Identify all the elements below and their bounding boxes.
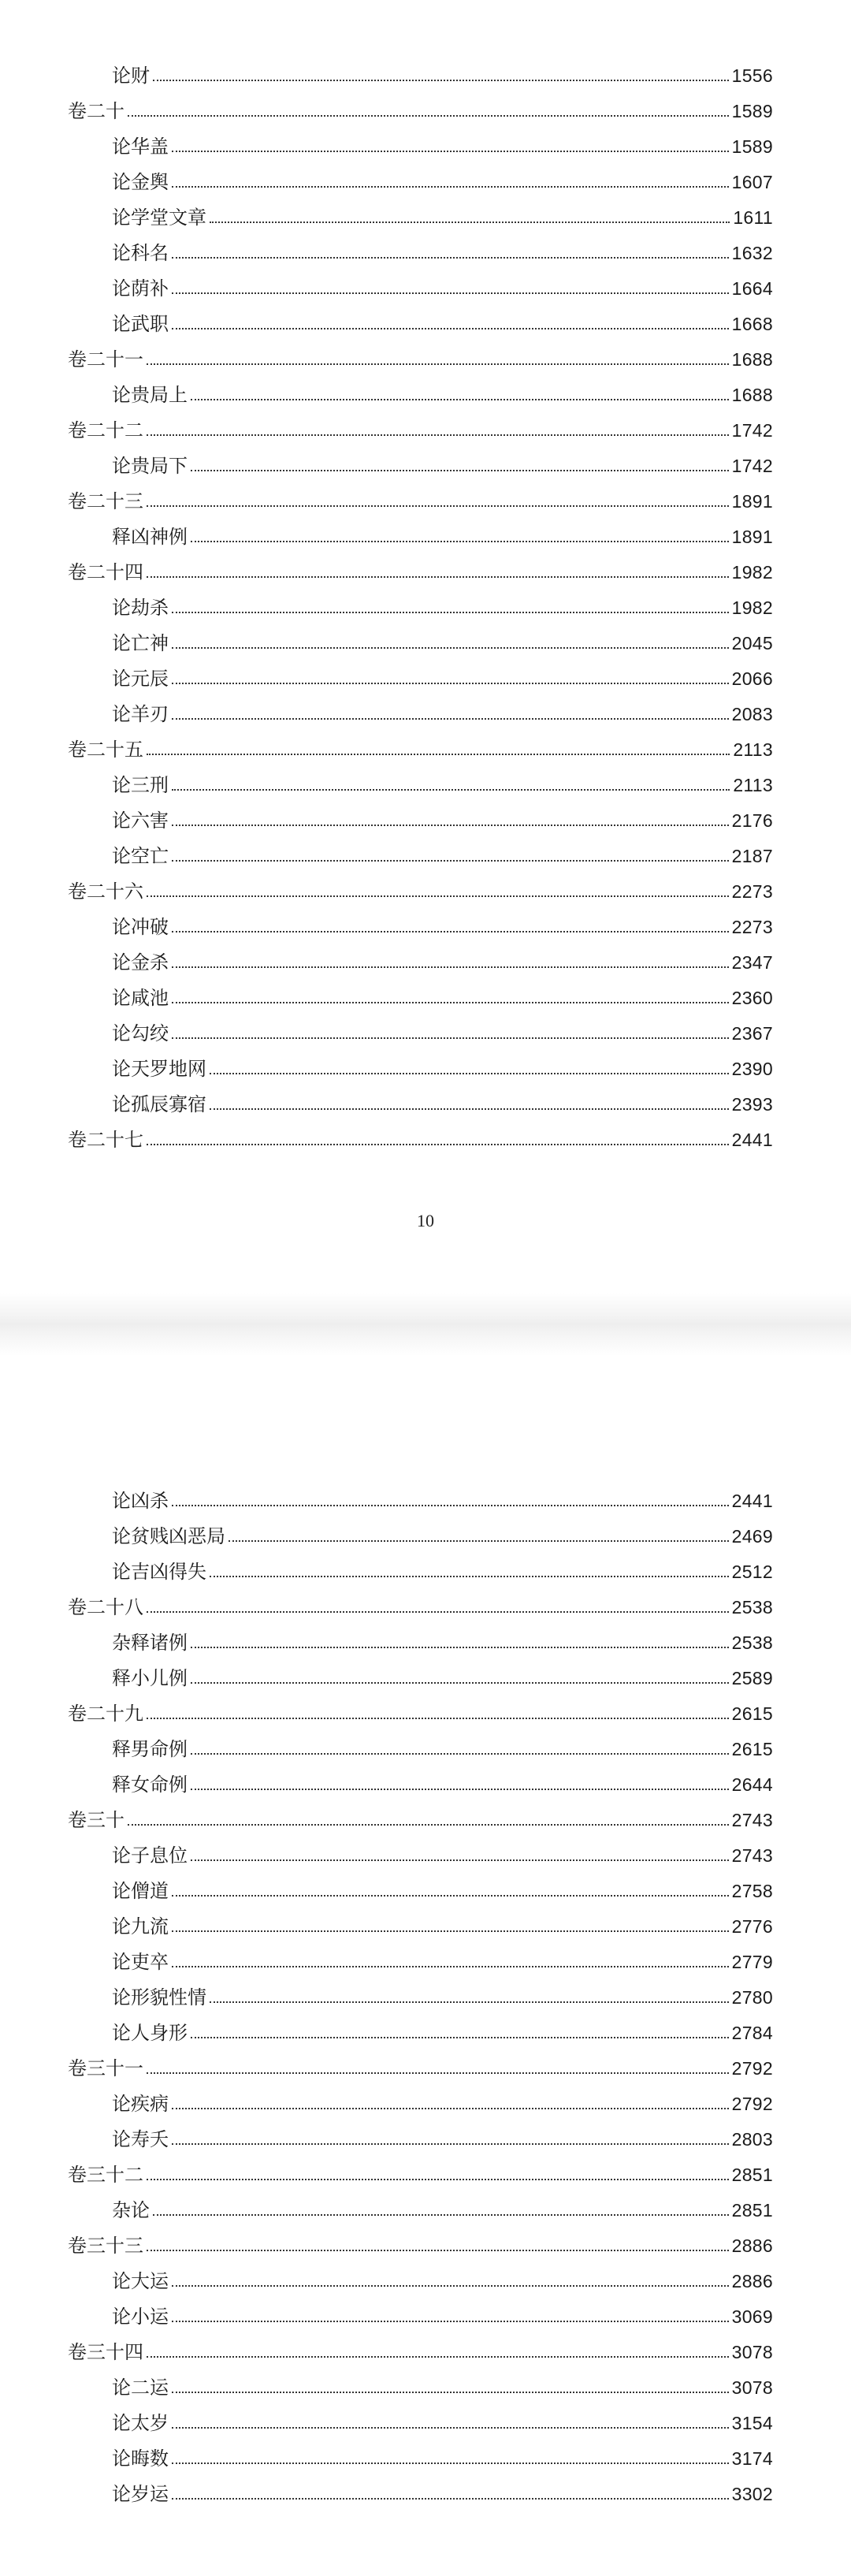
toc-entry-title: 释女命例 [112, 1774, 188, 1796]
toc-section-entry[interactable] [68, 2193, 773, 2228]
toc-entry-title: 论亡神 [112, 632, 169, 654]
toc-entry-title: 论二运 [112, 2377, 169, 2399]
toc-section-entry[interactable] [68, 803, 773, 839]
dot-leader [147, 1611, 729, 1613]
toc-entry-title: 论天罗地网 [112, 1058, 206, 1080]
toc-entry-page-number: 2538 [731, 1597, 773, 1617]
toc-section-entry[interactable] [68, 2370, 773, 2406]
toc-volume-entry[interactable] [68, 1122, 773, 1158]
toc-entry-page-number: 2792 [731, 2058, 773, 2079]
toc-entry-title: 卷二十八 [68, 1596, 143, 1618]
toc-entry-title: 卷二十五 [68, 739, 143, 761]
toc-entry-title: 论吉凶得失 [112, 1561, 206, 1583]
dot-leader [147, 576, 729, 578]
dot-leader [153, 2214, 729, 2216]
dot-leader [172, 2143, 729, 2145]
toc-entry-title: 论六害 [112, 810, 169, 832]
toc-entry-page-number: 2743 [731, 1810, 773, 1830]
toc-section-entry[interactable] [68, 2264, 773, 2299]
toc-entry-page-number: 2538 [731, 1632, 773, 1653]
toc-entry-title: 论疾病 [112, 2093, 169, 2115]
dot-leader [172, 2108, 729, 2109]
dot-leader [147, 754, 730, 755]
toc-entry-page-number: 2273 [731, 917, 773, 937]
toc-entry-page-number: 2113 [733, 739, 773, 760]
toc-entry-title: 论九流 [112, 1915, 169, 1938]
dot-leader [172, 1966, 729, 1967]
dot-leader [191, 2037, 729, 2038]
toc-entry-page-number: 2176 [731, 810, 773, 831]
toc-entry-page-number: 2393 [731, 1094, 773, 1115]
dot-leader [172, 683, 729, 684]
toc-entry-page-number: 2743 [731, 1845, 773, 1866]
toc-entry-title: 释凶神例 [112, 526, 188, 548]
dot-leader [172, 1505, 729, 1506]
dot-leader [147, 363, 729, 365]
dot-leader [172, 2392, 729, 2393]
toc-entry-page-number: 2886 [731, 2271, 773, 2291]
toc-entry-page-number: 2803 [731, 2129, 773, 2150]
toc-section-entry[interactable] [68, 1554, 773, 1590]
toc-entry-title: 论武职 [112, 313, 169, 335]
toc-entry-page-number: 3069 [731, 2306, 773, 2327]
toc-entry-title: 论空亡 [112, 845, 169, 867]
toc-section-entry[interactable] [68, 661, 773, 697]
toc-entry-title: 论小运 [112, 2306, 169, 2328]
toc-entry-page-number: 2851 [731, 2165, 773, 2185]
toc-section-entry[interactable] [68, 1016, 773, 1052]
dot-leader [172, 328, 729, 329]
toc-entry-title: 论财 [112, 65, 150, 87]
toc-entry-title: 释小儿例 [112, 1667, 188, 1689]
toc-section-entry[interactable] [68, 1732, 773, 1767]
toc-entry-page-number: 2776 [731, 1916, 773, 1937]
toc-entry-title: 卷二十 [68, 100, 124, 122]
dot-leader [191, 470, 729, 471]
toc-section-entry[interactable] [68, 1767, 773, 1803]
toc-entry-page-number: 1632 [731, 243, 773, 263]
toc-entry-title: 卷三十三 [68, 2235, 143, 2257]
toc-section-entry[interactable] [68, 945, 773, 981]
toc-entry-page-number: 3078 [731, 2342, 773, 2362]
toc-volume-entry[interactable] [68, 94, 773, 129]
toc-entry-title: 论太岁 [112, 2412, 169, 2434]
dot-leader [172, 151, 729, 152]
dot-leader [172, 1895, 729, 1897]
toc-entry-page-number: 1611 [733, 207, 773, 228]
dot-leader [210, 1073, 729, 1074]
toc-entry-page-number: 2441 [731, 1130, 773, 1150]
toc-section-entry[interactable] [68, 236, 773, 271]
dot-leader [172, 647, 729, 649]
toc-entry-page-number: 2113 [733, 775, 773, 795]
toc-entry-title: 论荫补 [112, 277, 169, 300]
toc-volume-entry[interactable] [68, 1696, 773, 1732]
toc-section-entry[interactable] [68, 165, 773, 200]
toc-entry-page-number: 1688 [731, 385, 773, 405]
toc-entry-page-number: 1891 [731, 491, 773, 512]
toc-entry-page-number: 2273 [731, 881, 773, 902]
dot-leader [147, 505, 729, 507]
dot-leader [147, 895, 729, 897]
toc-section-entry[interactable] [68, 1909, 773, 1945]
toc-entry-title: 卷二十六 [68, 880, 143, 903]
toc-entry-title: 论晦数 [112, 2448, 169, 2470]
toc-entry-title: 卷三十一 [68, 2057, 143, 2079]
toc-section-entry[interactable] [68, 449, 773, 484]
toc-entry-page-number: 2187 [731, 846, 773, 866]
toc-section-entry[interactable] [68, 2086, 773, 2122]
toc-entry-page-number: 2589 [731, 1668, 773, 1688]
dot-leader [172, 966, 729, 968]
toc-entry-page-number: 1742 [731, 456, 773, 476]
dot-leader [172, 2498, 729, 2500]
toc-entry-title: 卷二十九 [68, 1703, 143, 1725]
toc-entry-page-number: 1891 [731, 527, 773, 547]
toc-section-entry[interactable] [68, 1945, 773, 1980]
toc-entry-page-number: 1556 [731, 65, 773, 86]
toc-section-entry[interactable] [68, 1838, 773, 1874]
toc-entry-page-number: 2045 [731, 633, 773, 653]
toc-entry-title: 论冲破 [112, 916, 169, 938]
toc-section-entry[interactable] [68, 1483, 773, 1519]
toc-section-entry[interactable] [68, 378, 773, 413]
toc-entry-title: 论僧道 [112, 1880, 169, 1902]
toc-entry-title: 论科名 [112, 242, 169, 264]
toc-entry-title: 论华盖 [112, 136, 169, 158]
dot-leader [210, 1576, 729, 1577]
toc-section-entry[interactable] [68, 1874, 773, 1909]
toc-entry-page-number: 2644 [731, 1774, 773, 1795]
toc-section-entry[interactable] [68, 200, 773, 236]
toc-entry-title: 论贵局上 [112, 384, 188, 406]
dot-leader [172, 2285, 729, 2287]
dot-leader [191, 1647, 729, 1648]
toc-entry-title: 论勾绞 [112, 1022, 169, 1044]
toc-entry-page-number: 2851 [731, 2200, 773, 2220]
toc-entry-title: 论羊刃 [112, 703, 169, 725]
toc-list-page-1 [68, 58, 773, 1158]
dot-leader [172, 2427, 729, 2429]
toc-section-entry[interactable] [68, 2406, 773, 2441]
dot-leader [153, 80, 729, 81]
toc-entry-title: 卷二十二 [68, 419, 143, 441]
toc-entry-page-number: 2886 [731, 2235, 773, 2256]
toc-entry-title: 论学堂文章 [112, 207, 206, 229]
toc-entry-title: 论孤辰寡宿 [112, 1093, 206, 1115]
toc-entry-title: 卷二十三 [68, 490, 143, 512]
toc-entry-page-number: 2390 [731, 1059, 773, 1079]
toc-entry-title: 卷三十二 [68, 2164, 143, 2186]
toc-entry-title: 卷二十四 [68, 561, 143, 583]
toc-entry-title: 论元辰 [112, 668, 169, 690]
dot-leader [191, 1789, 729, 1790]
toc-volume-entry[interactable] [68, 1590, 773, 1625]
toc-entry-title: 论子息位 [112, 1845, 188, 1867]
dot-leader [147, 2072, 729, 2074]
toc-section-entry[interactable] [68, 1661, 773, 1696]
toc-entry-page-number: 2779 [731, 1952, 773, 1972]
dot-leader [147, 2250, 729, 2251]
toc-section-entry[interactable] [68, 2477, 773, 2512]
toc-section-entry[interactable] [68, 2016, 773, 2051]
toc-volume-entry[interactable] [68, 874, 773, 910]
toc-section-entry[interactable] [68, 626, 773, 661]
toc-entry-page-number: 2066 [731, 668, 773, 689]
toc-entry-title: 论咸池 [112, 987, 169, 1009]
toc-section-entry[interactable] [68, 590, 773, 626]
toc-entry-page-number: 1688 [731, 349, 773, 370]
dot-leader [172, 825, 729, 826]
toc-list-page-2 [68, 1483, 773, 2512]
dot-leader [172, 186, 729, 188]
toc-entry-page-number: 3154 [731, 2413, 773, 2433]
toc-entry-title: 论人身形 [112, 2022, 188, 2044]
dot-leader [172, 860, 729, 862]
toc-entry-title: 论寿夭 [112, 2128, 169, 2150]
dot-leader [172, 257, 729, 259]
dot-leader [172, 612, 729, 613]
dot-leader [128, 1824, 729, 1826]
toc-entry-page-number: 2792 [731, 2094, 773, 2114]
toc-section-entry[interactable] [68, 1625, 773, 1661]
toc-entry-title: 论吏卒 [112, 1951, 169, 1973]
toc-volume-entry[interactable] [68, 2335, 773, 2370]
dot-leader [128, 115, 729, 117]
toc-entry-title: 论大运 [112, 2270, 169, 2292]
toc-section-entry[interactable] [68, 2299, 773, 2335]
dot-leader [191, 1753, 729, 1755]
toc-entry-title: 论三刑 [112, 774, 169, 796]
dot-leader [172, 292, 729, 294]
toc-volume-entry[interactable] [68, 2157, 773, 2193]
toc-volume-entry[interactable] [68, 2228, 773, 2264]
page-number: 10 [417, 1211, 434, 1230]
toc-entry-page-number: 2347 [731, 952, 773, 973]
toc-entry-title: 论金杀 [112, 951, 169, 973]
page-separator [0, 1293, 851, 1356]
toc-entry-title: 卷二十一 [68, 348, 143, 370]
toc-entry-title: 论贫贱凶恶局 [112, 1525, 225, 1547]
toc-entry-page-number: 2441 [731, 1491, 773, 1511]
toc-section-entry[interactable] [68, 1519, 773, 1554]
toc-entry-page-number: 1982 [731, 562, 773, 583]
dot-leader [147, 2356, 729, 2358]
dot-leader [172, 931, 729, 932]
toc-entry-page-number: 2083 [731, 704, 773, 724]
toc-section-entry[interactable] [68, 1087, 773, 1122]
toc-entry-page-number: 2615 [731, 1703, 773, 1724]
toc-section-entry[interactable] [68, 129, 773, 165]
toc-volume-entry[interactable] [68, 2051, 773, 2086]
toc-section-entry[interactable] [68, 839, 773, 874]
toc-section-entry[interactable] [68, 519, 773, 555]
toc-entry-title: 卷三十 [68, 1809, 124, 1831]
toc-entry-title: 论形貌性情 [112, 1986, 206, 2008]
dot-leader [191, 1859, 729, 1861]
dot-leader [172, 2321, 729, 2322]
toc-entry-page-number: 1664 [731, 278, 773, 299]
toc-entry-page-number: 3302 [731, 2484, 773, 2504]
toc-entry-page-number: 1982 [731, 597, 773, 618]
toc-volume-entry[interactable] [68, 342, 773, 378]
toc-entry-page-number: 1668 [731, 314, 773, 334]
toc-entry-title: 杂论 [112, 2199, 150, 2221]
toc-section-entry[interactable] [68, 981, 773, 1016]
toc-section-entry[interactable] [68, 1052, 773, 1087]
toc-entry-title: 释男命例 [112, 1738, 188, 1760]
toc-section-entry[interactable] [68, 910, 773, 945]
toc-section-entry[interactable] [68, 271, 773, 307]
toc-entry-page-number: 2780 [731, 1987, 773, 2008]
dot-leader [191, 1682, 729, 1684]
toc-entry-title: 论岁运 [112, 2483, 169, 2505]
toc-section-entry[interactable] [68, 768, 773, 803]
toc-section-entry[interactable] [68, 2122, 773, 2157]
toc-entry-page-number: 1589 [731, 136, 773, 157]
toc-entry-title: 杂释诸例 [112, 1632, 188, 1654]
dot-leader [147, 434, 729, 436]
toc-entry-page-number: 1589 [731, 101, 773, 121]
toc-section-entry[interactable] [68, 697, 773, 732]
toc-entry-title: 论金舆 [112, 171, 169, 193]
dot-leader [172, 1930, 729, 1932]
dot-leader [191, 541, 729, 542]
dot-leader [147, 1718, 729, 1719]
toc-volume-entry[interactable] [68, 413, 773, 449]
dot-leader [210, 221, 730, 223]
toc-entry-title: 卷二十七 [68, 1129, 143, 1151]
toc-entry-title: 论凶杀 [112, 1490, 169, 1512]
dot-leader [172, 789, 730, 791]
toc-entry-page-number: 1742 [731, 420, 773, 441]
dot-leader [172, 2462, 729, 2464]
dot-leader [191, 399, 729, 400]
toc-section-entry[interactable] [68, 58, 773, 94]
toc-entry-page-number: 2469 [731, 1526, 773, 1547]
toc-entry-page-number: 2512 [731, 1562, 773, 1582]
toc-entry-page-number: 2758 [731, 1881, 773, 1901]
dot-leader [172, 718, 729, 720]
toc-entry-page-number: 3078 [731, 2377, 773, 2398]
dot-leader [172, 1037, 729, 1039]
toc-entry-page-number: 1607 [731, 172, 773, 192]
toc-volume-entry[interactable] [68, 732, 773, 768]
toc-volume-entry[interactable] [68, 1803, 773, 1838]
dot-leader [147, 2179, 729, 2180]
toc-entry-title: 论劫杀 [112, 597, 169, 619]
toc-section-entry[interactable] [68, 1980, 773, 2016]
toc-entry-page-number: 2360 [731, 988, 773, 1008]
toc-entry-title: 论贵局下 [112, 455, 188, 477]
dot-leader [229, 1540, 729, 1542]
toc-entry-page-number: 2367 [731, 1023, 773, 1044]
toc-entry-page-number: 2615 [731, 1739, 773, 1759]
dot-leader [147, 1144, 729, 1145]
dot-leader [210, 1108, 729, 1110]
toc-entry-title: 卷三十四 [68, 2341, 143, 2363]
toc-entry-page-number: 2784 [731, 2023, 773, 2043]
toc-section-entry[interactable] [68, 307, 773, 342]
toc-volume-entry[interactable] [68, 484, 773, 519]
toc-volume-entry[interactable] [68, 555, 773, 590]
dot-leader [210, 2001, 729, 2003]
toc-entry-page-number: 3174 [731, 2448, 773, 2469]
dot-leader [172, 1002, 729, 1003]
toc-section-entry[interactable] [68, 2441, 773, 2477]
